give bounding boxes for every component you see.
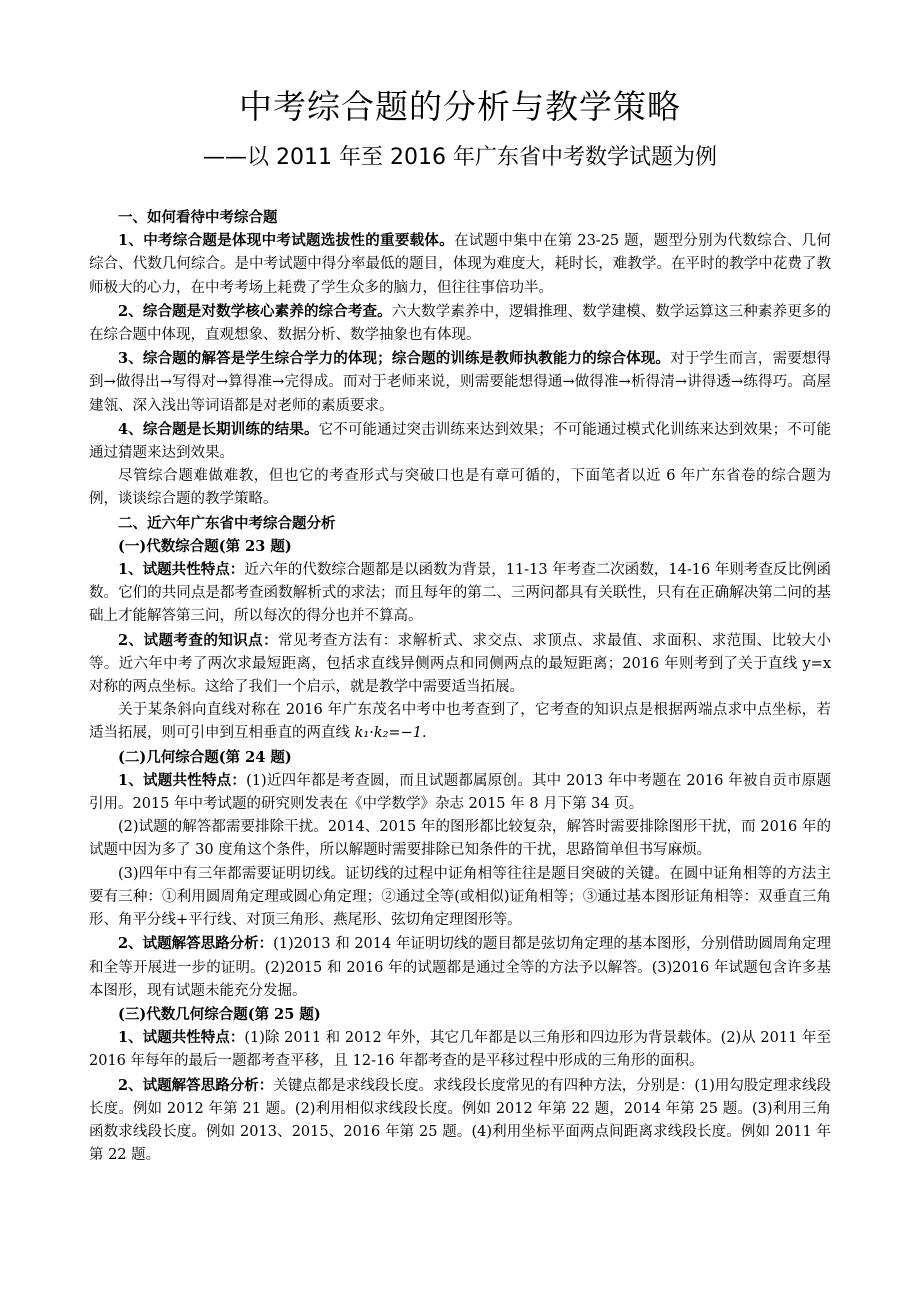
- paragraph-text: 在试题中集中在第 23-25 题，题型分别为代数综合、几何综合、代数几何综合。是中考试题中得分率最低的题目，体现为难度大，耗时长，难教学。在平时的教学中花费了教师极大的心力，在中考考场上耗费了学生众多的脑力，但往往事倍功半。: [89, 233, 831, 296]
- paragraph-text: (1)除 2011 和 2012 年外，其它几年都是以三角形和四边形为背景载体。(2)从 2011 年至 2016 年每年的最后一题都考查平移，且 12-16 年都考查的是平移过程中形成的三角形的面积。: [89, 1030, 831, 1070]
- paragraph-lead: 1、试题共性特点：: [118, 1029, 245, 1047]
- paragraph: [89, 300, 831, 347]
- paragraph-lead: 1、试题共性特点：: [118, 771, 247, 789]
- paragraph-lead: 3、综合题的解答是学生综合学力的体现；综合题的训练是教师执教能力的综合体现。: [118, 350, 671, 368]
- document-title: 中考综合题的分析与教学策略: [239, 87, 681, 126]
- formula: k₁·k₂=−1: [354, 725, 422, 742]
- subsection-heading-mixed: (三)代数几何综合题(第 25 题): [118, 1005, 321, 1023]
- paragraph-text: 常见考查方法有：求解析式、求交点、求顶点、求最值、求面积、求范围、比较大小等。近六年中考了两次求最短距离，包括求直线异侧两点和同侧两点的最短距离；2016 年则考到了关于直线 y=x 对称的两点坐标。这给了我们一个启示，就是教学中需要适当拓展。: [89, 632, 832, 696]
- document-body: [89, 206, 831, 1167]
- paragraph-text: 它不可能通过突击训练来达到效果；不可能通过模式化训练来达到效果；不可能通过猜题来达到效果。: [89, 421, 831, 462]
- subsection-heading-geometry: (二)几何综合题(第 24 题): [118, 748, 292, 766]
- paragraph-lead: 4、综合题是长期训练的结果。: [118, 420, 319, 438]
- paragraph-lead: 2、试题解答思路分析：: [118, 935, 274, 953]
- paragraph-lead: 2、综合题是对数学核心素养的综合考查。: [118, 302, 392, 320]
- paragraph-text: 六大数学素养中，逻辑推理、数学建模、数学运算这三种素养更多的在综合题中体现，直观想象、数据分析、数学抽象也有体现。: [89, 303, 831, 344]
- paragraph: [89, 769, 831, 816]
- paragraph-lead: 2、试题考查的知识点：: [118, 631, 279, 649]
- paragraph-text: 近六年的代数综合题都是以函数为背景，11-13 年考查二次函数，14-16 年则考查反比例函数。它们的共同点是都考查函数解析式的求法；而且每年的第二、三两问都具有关联性，只有在正确解决第二问的基础上才能解答第三问，所以每次的得分也并不算高。: [89, 562, 831, 625]
- section-heading-1: 一、如何看待中考综合题: [118, 209, 278, 226]
- paragraph: [89, 418, 831, 465]
- paragraph: 尽管综合题难做难教，但也它的考查形式与突破口也是有章可循的，下面笔者以近 6 年广东省卷的综合题为例，谈谈综合题的教学策略。: [89, 468, 831, 508]
- paragraph: [89, 558, 831, 629]
- paragraph: [89, 1026, 831, 1073]
- paragraph-text: 关键点都是求线段长度。求线段长度常见的有四种方法，分别是：(1)用勾股定理求线段长度。例如 2012 年第 21 题。(2)利用相似求线段长度。例如 2012 年第 22 题，2014 年第 25 题。(3)利用三角函数求线段长度。例如 2013、2015、2016 年第 25 题。(4)利用坐标平面两点间距离求线段长度。例如 2011 年第 22 题。: [89, 1077, 831, 1164]
- paragraph-text: (1)2013 和 2014 年证明切线的题目都是弦切角定理的基本图形，分别借助圆周角定理和全等开展进一步的证明。(2)2015 和 2016 年的试题都是通过全等的方法予以解答。(3)2016 年试题包含许多基本图形，现有试题未能充分发掘。: [89, 936, 831, 999]
- paragraph: [89, 699, 831, 745]
- paragraph-text: 关于某条斜向直线对称在 2016 年广东茂名中考中也考查到了，它考查的知识点是根据两端点求中点坐标，若适当拓展，则可引申到互相垂直的两直线: [89, 702, 831, 742]
- paragraph: [89, 229, 831, 300]
- paragraph-lead: 1、中考综合题是体现中考试题选拔性的重要载体。: [118, 232, 455, 250]
- document-subtitle: ——以 2011 年至 2016 年广东省中考数学试题为例: [203, 145, 717, 170]
- paragraph: [89, 1074, 831, 1168]
- paragraph: [89, 932, 831, 1003]
- subsection-heading-algebra: (一)代数综合题(第 23 题): [118, 537, 292, 555]
- paragraph: (3)四年中有三年都需要证明切线。证切线的过程中证角相等往往是题目突破的关键。在圆中证角相等的方法主要有三种：①利用圆周角定理或圆心角定理；②通过全等(或相似)证角相等；③通过基本图形证角相等：双垂直三角形、角平分线+平行线、对顶三角形、燕尾形、弦切角定理图形等。: [89, 865, 831, 929]
- paragraph-lead: 2、试题解答思路分析：: [118, 1076, 274, 1094]
- paragraph-lead: 1、试题共性特点：: [118, 561, 245, 579]
- paragraph: [89, 347, 831, 418]
- paragraph-end: .: [421, 725, 427, 742]
- paragraph-text: (1)近四年都是考查圆，而且试题都属原创。其中 2013 年中考题在 2016 年被自贡市原题引用。2015 年中考试题的研究则发表在《中学数学》杂志 2015 年 8 月下第 34 页。: [89, 772, 832, 813]
- paragraph-text: 对于学生而言，需要想得到→做得出→写得对→算得准→完得成。而对于老师来说，则需要能想得通→做得准→析得清→讲得透→练得巧。高屋建瓴、深入浅出等词语都是对老师的素质要求。: [89, 351, 832, 414]
- section-heading-2: 二、近六年广东省中考综合题分析: [118, 514, 336, 532]
- paragraph: [89, 629, 831, 700]
- paragraph: (2)试题的解答都需要排除干扰。2014、2015 年的图形都比较复杂，解答时需要排除图形干扰，而 2016 年的试题中因为多了 30 度角这个条件，所以解题时需要排除已知条件的干扰，思路简单但书写麻烦。: [89, 819, 831, 859]
